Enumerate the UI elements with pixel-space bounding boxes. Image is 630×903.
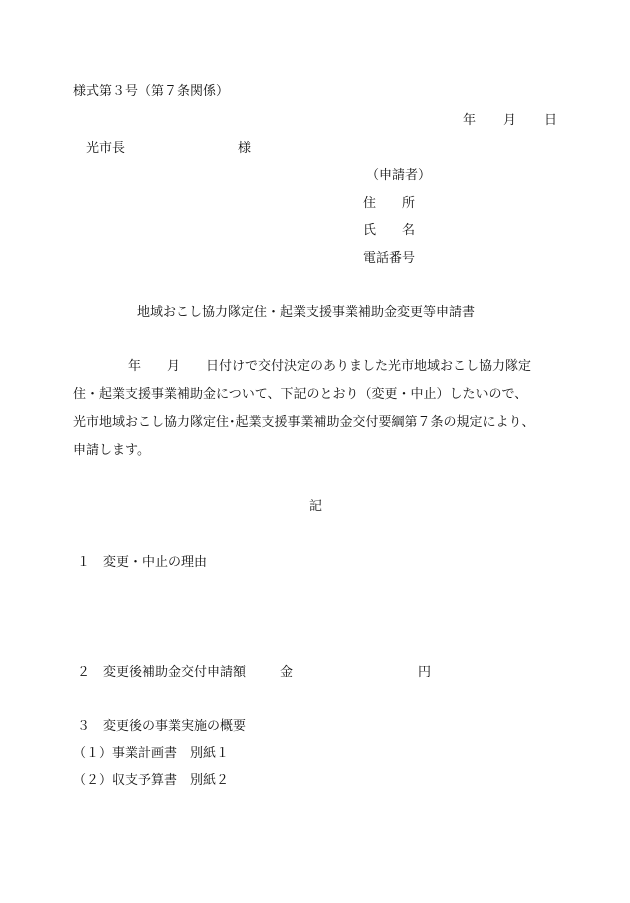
item-2-yen: 円 [418,665,432,680]
applicant-label: （申請者） [366,168,432,183]
addressee-name: 光市長 [86,141,126,156]
addressee-honorific: 様 [238,141,252,156]
item-2-label: ２ 変更後補助金交付申請額 [77,665,247,680]
body-line-3: 光市地域おこし協力隊定住･起業支援事業補助金交付要綱第７条の規定により、 [73,415,535,430]
item-1: １ 変更・中止の理由 [77,555,208,570]
document-title: 地域おこし協力隊定住・起業支援事業補助金変更等申請書 [137,305,476,320]
date-month: 月 [503,113,517,128]
date-year: 年 [463,113,477,128]
form-number: 様式第３号（第７条関係） [73,84,230,99]
item-3-sub-2: （２）収支予算書 別紙２ [73,773,230,788]
date-day: 日 [544,113,558,128]
body-line-4: 申請します。 [73,443,150,458]
body-line-2: 住・起業支援事業補助金について、下記のとおり（変更・中止）したいので、 [73,387,528,402]
applicant-address-label: 住 所 [363,196,416,211]
body-line-1: 年 月 日付けで交付決定のありました光市地域おこし協力隊定 [128,359,532,374]
item-3-sub-1: （１）事業計画書 別紙１ [73,746,230,761]
body-paragraph [73,353,563,465]
item-3: ３ 変更後の事業実施の概要 [77,719,247,734]
item-2-kin: 金 [280,665,294,680]
ki-heading: 記 [309,499,323,514]
applicant-phone-label: 電話番号 [363,251,416,266]
applicant-name-label: 氏 名 [363,223,416,238]
